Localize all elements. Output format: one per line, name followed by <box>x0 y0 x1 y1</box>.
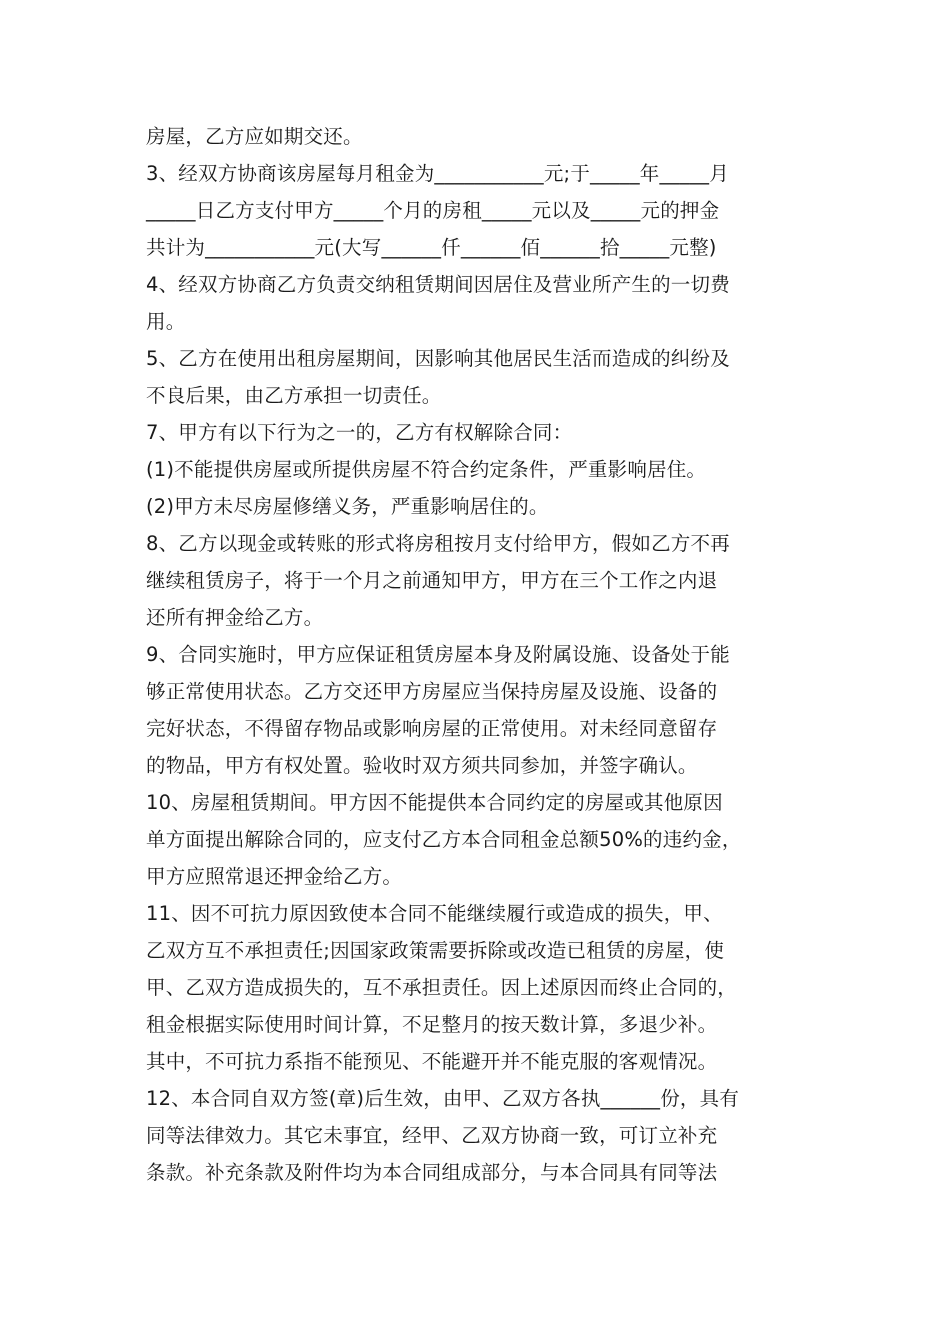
text-line: 乙双方互不承担责任;因国家政策需要拆除或改造已租赁的房屋，使 <box>146 939 725 962</box>
text-line: 4、经双方协商乙方负责交纳租赁期间因居住及营业所产生的一切费 <box>146 273 730 296</box>
text-line: 用。 <box>146 310 186 333</box>
text-line: 房屋，乙方应如期交还。 <box>146 125 363 148</box>
text-line: 还所有押金给乙方。 <box>146 606 324 629</box>
text-line: 其中，不可抗力系指不能预见、不能避开并不能克服的客观情况。 <box>146 1050 718 1073</box>
text-line: 继续租赁房子，将于一个月之前通知甲方，甲方在三个工作之内退 <box>146 569 718 592</box>
text-line: 够正常使用状态。乙方交还甲方房屋应当保持房屋及设施、设备的 <box>146 680 718 703</box>
text-line: 甲方应照常退还押金给乙方。 <box>146 865 403 888</box>
text-line: 同等法律效力。其它未事宜，经甲、乙双方协商一致，可订立补充 <box>146 1124 718 1147</box>
text-line: 共计为___________元(大写______仟______佰______拾_____元整) <box>146 236 717 259</box>
text-line: 条款。补充条款及附件均为本合同组成部分，与本合同具有同等法 <box>146 1161 718 1184</box>
text-line: 8、乙方以现金或转账的形式将房租按月支付给甲方，假如乙方不再 <box>146 532 730 555</box>
text-line: 不良后果，由乙方承担一切责任。 <box>146 384 442 407</box>
text-line: 12、本合同自双方签(章)后生效，由甲、乙双方各执______份，具有 <box>146 1087 740 1110</box>
text-line: 单方面提出解除合同的，应支付乙方本合同租金总额50%的违约金， <box>146 828 742 851</box>
text-line: 3、经双方协商该房屋每月租金为___________元;于_____年_____月 <box>146 162 729 185</box>
text-line: 5、乙方在使用出租房屋期间，因影响其他居民生活而造成的纠纷及 <box>146 347 730 370</box>
text-line: (2)甲方未尽房屋修缮义务，严重影响居住的。 <box>146 495 549 518</box>
text-line: (1)不能提供房屋或所提供房屋不符合约定条件，严重影响居住。 <box>146 458 707 481</box>
contract-text-block <box>146 118 826 1191</box>
text-line: 10、房屋租赁期间。甲方因不能提供本合同约定的房屋或其他原因 <box>146 791 723 814</box>
text-line: 甲、乙双方造成损失的，互不承担责任。因上述原因而终止合同的， <box>146 976 738 999</box>
text-line: 的物品，甲方有权处置。验收时双方须共同参加，并签字确认。 <box>146 754 698 777</box>
text-line: 完好状态，不得留存物品或影响房屋的正常使用。对未经同意留存 <box>146 717 718 740</box>
text-line: 9、合同实施时，甲方应保证租赁房屋本身及附属设施、设备处于能 <box>146 643 730 666</box>
text-line: 11、因不可抗力原因致使本合同不能继续履行或造成的损失，甲、 <box>146 902 723 925</box>
text-line: 租金根据实际使用时间计算，不足整月的按天数计算，多退少补。 <box>146 1013 718 1036</box>
text-line: 7、甲方有以下行为之一的，乙方有权解除合同： <box>146 421 573 444</box>
text-line: _____日乙方支付甲方_____个月的房租_____元以及_____元的押金 <box>146 199 720 222</box>
